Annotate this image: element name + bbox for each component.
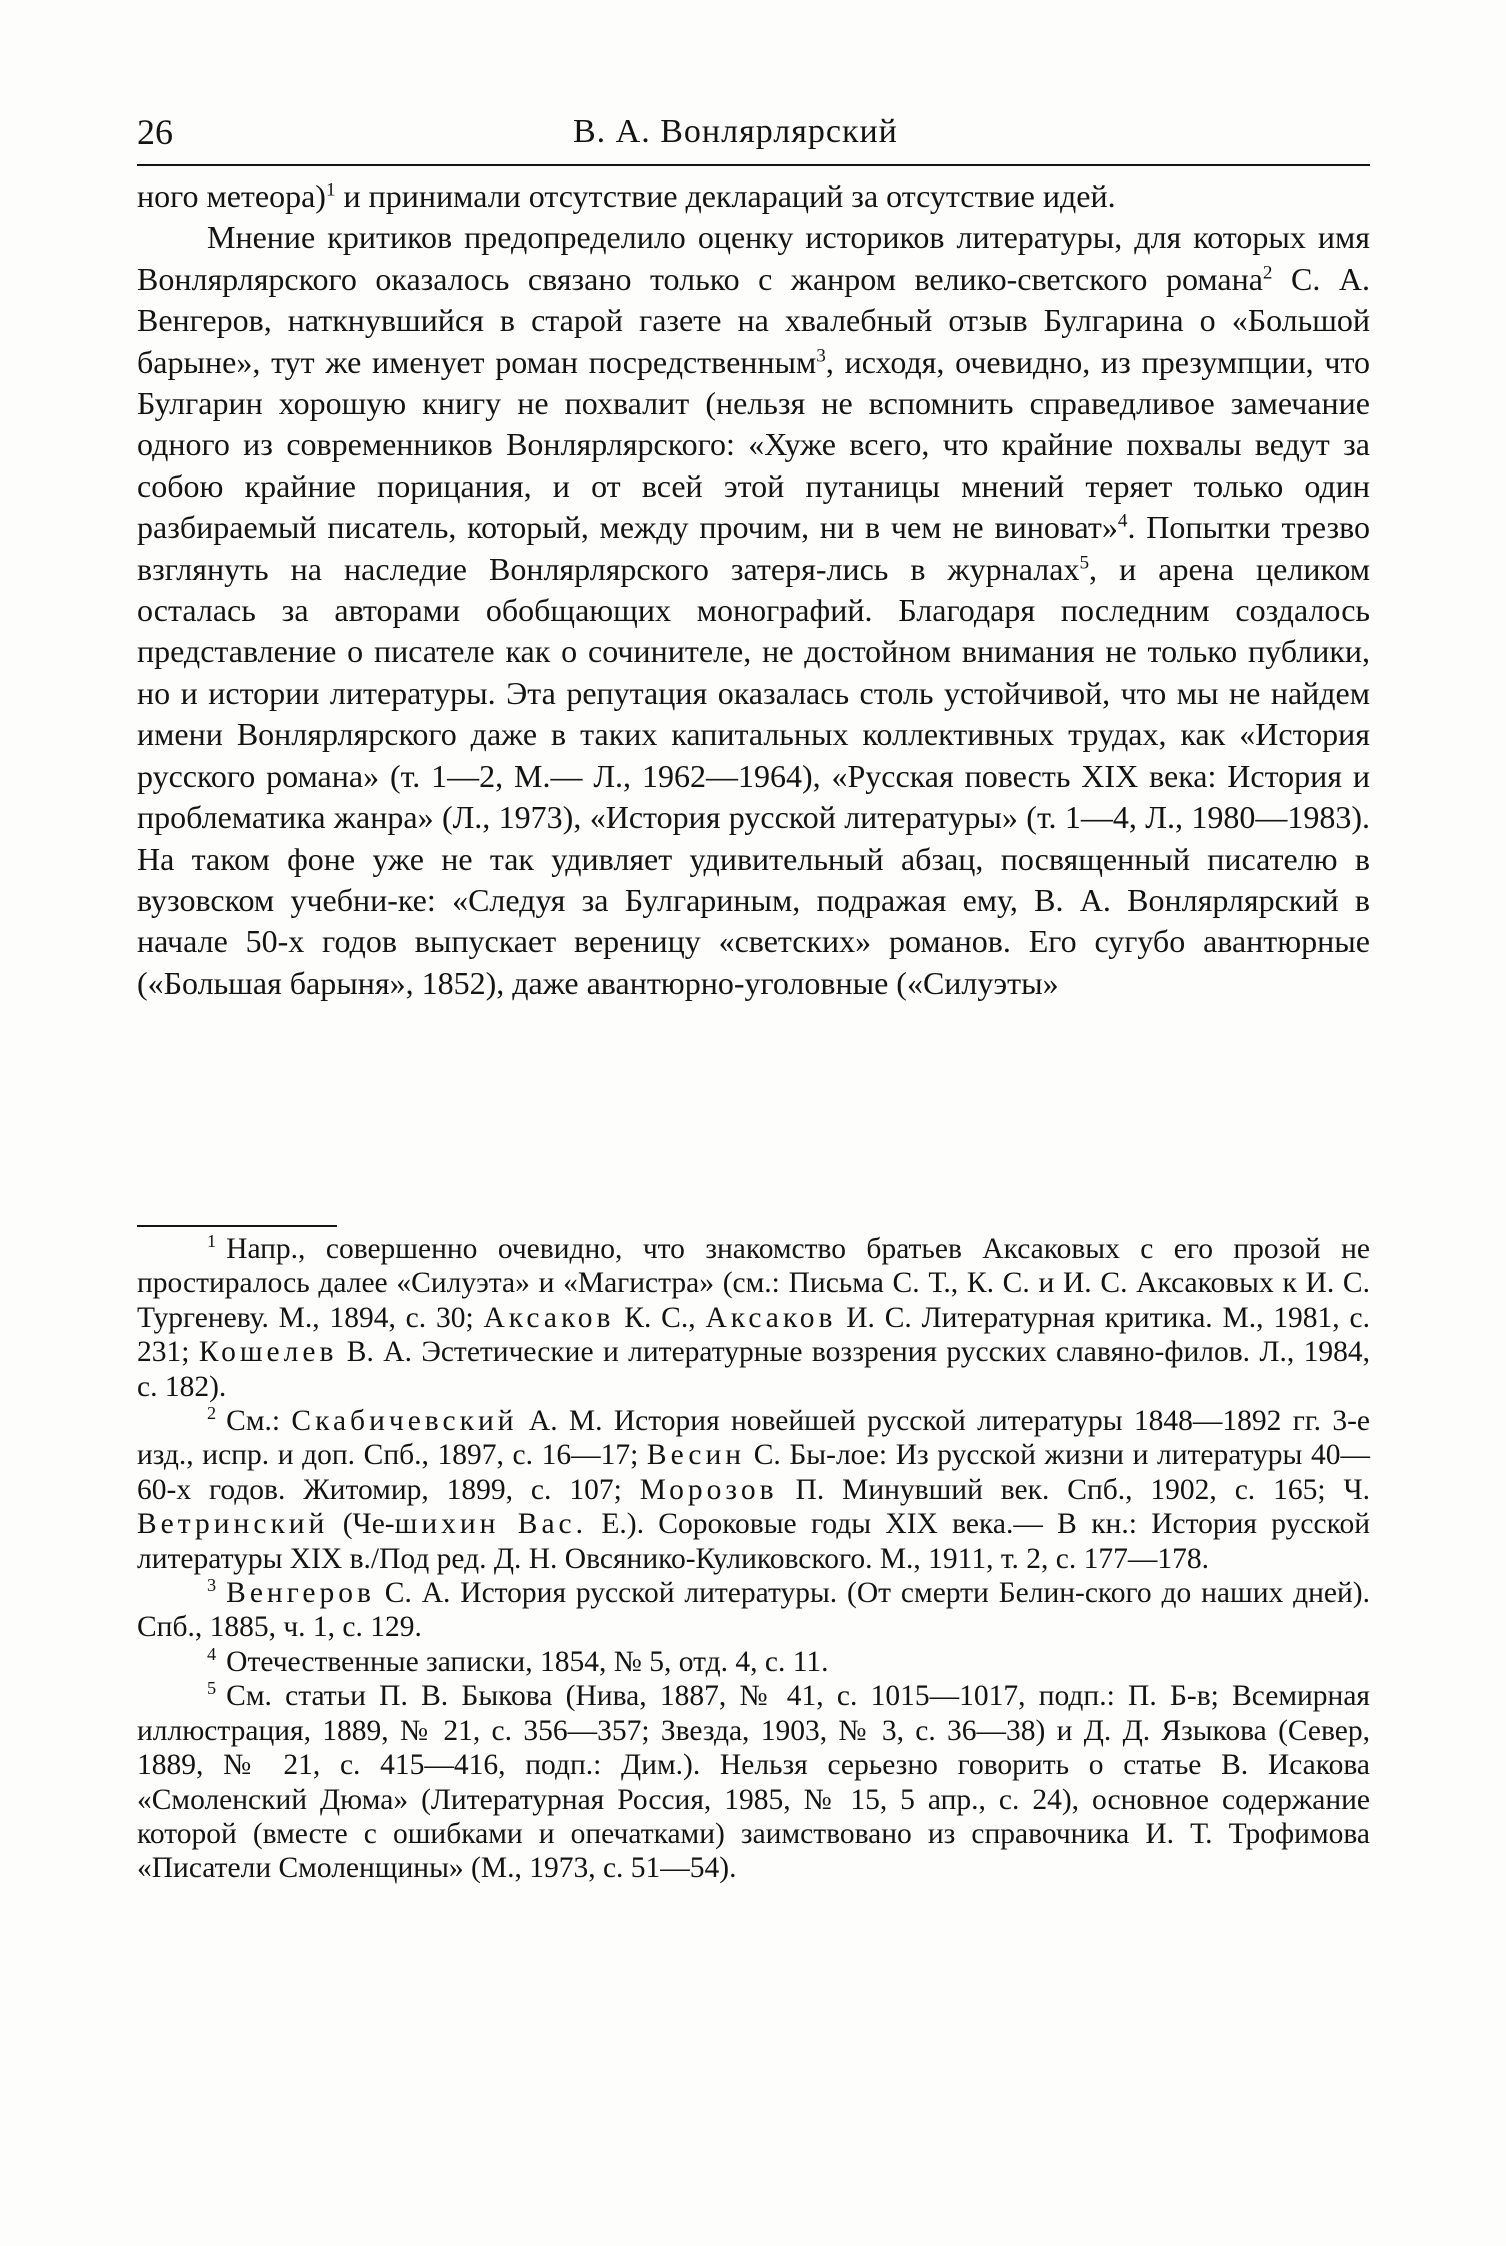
main-text — [137, 176, 1370, 1004]
footnote-ref-2: 2 — [1262, 262, 1273, 284]
author-name: Весин — [646, 1439, 746, 1472]
text-run: ного метеора) — [137, 178, 326, 214]
footnote-ref-3: 3 — [816, 344, 826, 366]
footnote-ref-5: 5 — [1079, 552, 1090, 573]
text-run: В. А. Эстетические и литературные воззрения русских славяно-филов. Л., 1984, с. 182). — [137, 1336, 1371, 1403]
footnote-4 — [137, 1645, 1370, 1679]
footnote-number: 3 — [207, 1575, 217, 1596]
author-name: Аксаков — [483, 1301, 615, 1334]
footnotes — [137, 1232, 1370, 1886]
footnote-ref-4: 4 — [1117, 510, 1128, 532]
footnote-number: 4 — [207, 1644, 217, 1665]
footnote-1 — [137, 1232, 1370, 1404]
author-name: шихин Вас. — [394, 1508, 588, 1541]
author-name: Морозов — [639, 1473, 778, 1506]
text-run: С. А. История русской литературы. (От смерти Белин-ского до наших дней). Спб., 1885, ч. 1, с. 129. — [137, 1577, 1370, 1644]
author-name: Скабичевский — [291, 1405, 518, 1438]
text-run: Напр., совершенно очевидно, что знакомство братьев Аксаковых с его прозой не простиралось далее «Силуэта» и «Магистра» (см.: Письма С. Т., К. С. и И. С. Аксаковых к И. С. Тургеневу. М., 1894, с. 30; — [137, 1233, 1370, 1334]
text-run: П. Минувший век. Спб., 1902, с. 165; Ч. — [777, 1473, 1370, 1506]
text-run: , исходя, очевидно, из презумпции, что Булгарин хорошую книгу не похвалит (нельзя не вспомнить справедливое замечание одного из современников Вонлярлярского: «Хуже всего, что крайние похвалы ведут за собою крайние порицания, и от всей этой путаницы мнений теряет только один разбираемый писатель, который, между прочим, ни в чем не виноват» — [137, 343, 1370, 546]
header-rule — [137, 164, 1370, 166]
page-header — [137, 108, 1370, 162]
text-run: и принимали отсутствие деклараций за отсутствие идей. — [335, 178, 1116, 214]
author-name: Аксаков — [705, 1301, 837, 1334]
text-run: С. А. Венгеров, наткнувшийся в старой газете на хвалебный отзыв Булгарина о «Большой барыне», тут же именует роман посредственным — [137, 260, 1371, 380]
text-run: См.: — [226, 1405, 292, 1438]
text-run: С. Бы-лое: Из русской жизни и литературы 40—60-х годов. Житомир, 1899, с. 107; — [137, 1439, 1370, 1506]
page-number: 26 — [137, 112, 173, 152]
author-name: Ветринский — [137, 1508, 329, 1541]
text-run: Мнение критиков предопределило оценку историков литературы, для которых имя Вонлярлярского оказалось связано только с жанром велико-светского романа — [137, 219, 1370, 297]
footnote-ref-1: 1 — [325, 179, 336, 201]
text-run: (Че- — [328, 1508, 395, 1541]
footnote-5 — [137, 1679, 1370, 1885]
author-name: Кошелев — [198, 1336, 338, 1369]
footnote-number: 2 — [207, 1403, 217, 1424]
footnote-3 — [137, 1576, 1370, 1645]
paragraph — [137, 217, 1370, 1004]
running-head: В. А. Вонлярлярский — [573, 113, 898, 150]
footnote-number: 5 — [207, 1678, 217, 1699]
text-run: И. С. Литературная критика. М., 1981, с. 231; — [137, 1301, 1370, 1369]
text-run: А. М. История новейшей русской литературы 1848—1892 гг. 3-е изд., испр. и доп. Спб., 1897, с. 16—17; — [137, 1405, 1370, 1472]
text-run: , и арена целиком осталась за авторами обобщающих монографий. Благодаря последним создалось представление о писателе как о сочинителе, не достойном внимания не только публики, но и истории литературы. Эта репутация оказалась столь устойчивой, что мы не найдем имени Вонлярлярского даже в таких капитальных коллективных трудах, как «История русского романа» (т. 1—2, М.— Л., 1962—1964), «Русская повесть XIX века: История и проблематика жанра» (Л., 1973), «История русской литературы» (т. 1—4, Л., 1980—1983). На таком фоне уже не так удивляет удивительный абзац, посвященный писателю в вузовском учебни-ке: «Следуя за Булгариным, подражая ему, В. А. Вонлярлярский в начале 50-х годов выпускает вереницу «светских» романов. Его сугубо авантюрные («Большая барыня», 1852), даже авантюрно-уголовные («Силуэты» — [137, 550, 1371, 1001]
footnote-2 — [137, 1404, 1370, 1576]
text-run: . Попытки трезво взглянуть на наследие Вонлярлярского затеря-лись в журналах — [137, 509, 1371, 587]
text-run: Е.). Сороковые годы XIX века.— В кн.: История русской литературы XIX в./Под ред. Д. Н. Овсянико-Куликовского. М., 1911, т. 2, с. 177—178. — [137, 1508, 1370, 1575]
paragraph-continuation — [137, 176, 1370, 217]
text-run: См. статьи П. В. Быкова (Нива, 1887, № 41, с. 1015—1017, подп.: П. Б-в; Всемирная иллюстрация, 1889, № 21, с. 356—357; Звезда, 1903, № 3, с. 36—38) и Д. Д. Языкова (Север, 1889, № 21, с. 415—416, подп.: Дим.). Нельзя серьезно говорить о статье В. Исакова «Смоленский Дюма» (Литературная Россия, 1985, № 15, 5 апр., с. 24), основное содержание которой (вместе с ошибками и опечатками) заимствовано из справочника И. Т. Трофимова «Писатели Смоленщины» (М., 1973, с. 51—54). — [137, 1680, 1370, 1885]
author-name: Венгеров — [226, 1577, 375, 1610]
text-run: К. С., — [614, 1301, 706, 1334]
footnote-separator — [137, 1225, 337, 1227]
text-run: Отечественные записки, 1854, № 5, отд. 4, с. 11. — [226, 1645, 829, 1678]
footnote-number: 1 — [207, 1231, 217, 1252]
